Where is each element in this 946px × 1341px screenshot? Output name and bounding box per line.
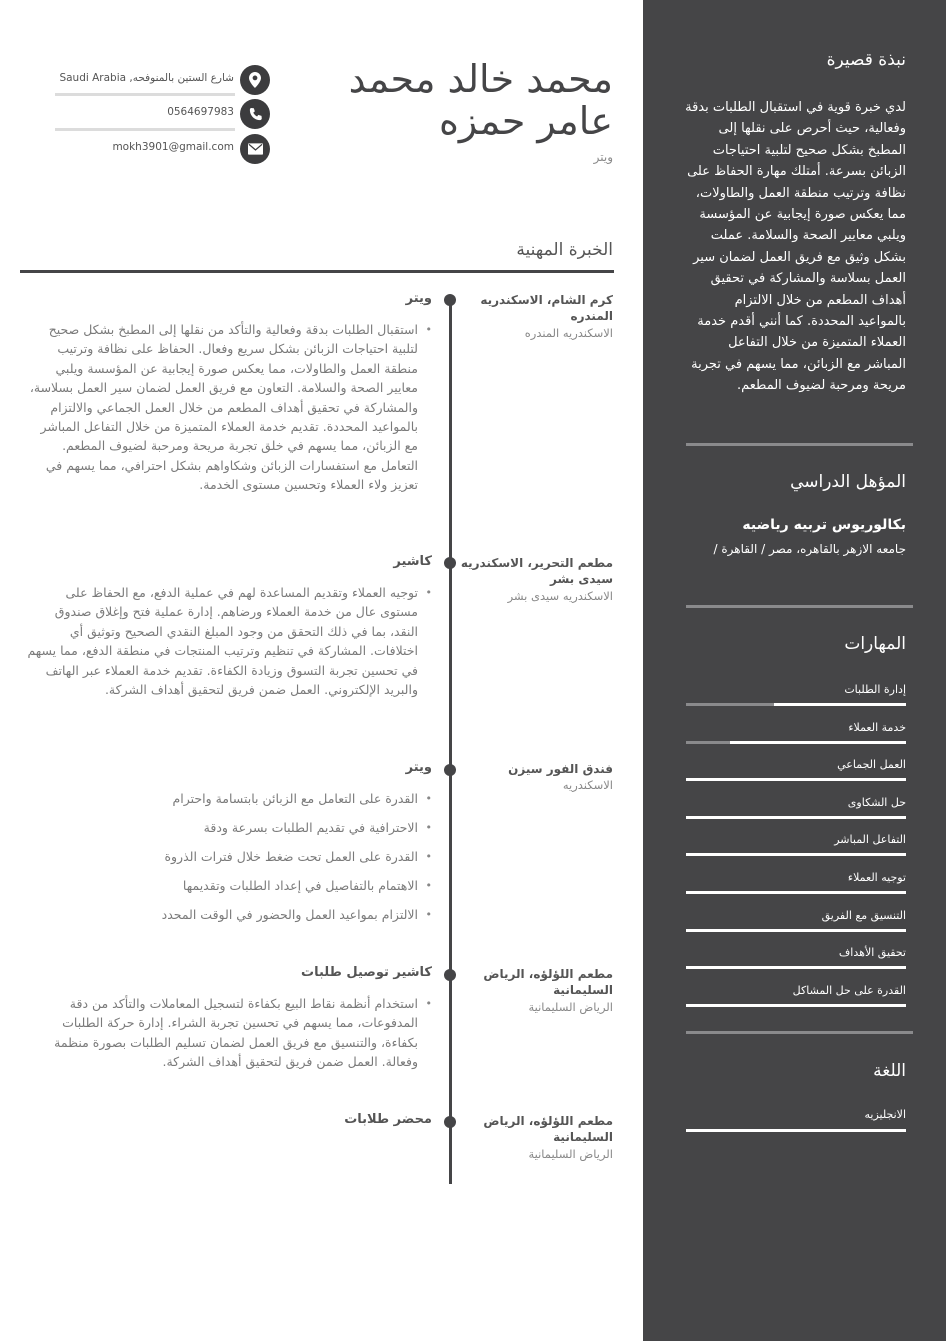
contact-phone bbox=[30, 99, 270, 129]
candidate-name: محمد خالد محمد عامر حمزه bbox=[348, 57, 613, 143]
education-degree: بكالوريوس تربيه رياضيه bbox=[742, 517, 906, 533]
job-bullet: • استخدام أنظمة نقاط البيع بكفاءة لتسجيل المعاملات والتأكد من دقة المدفوعات، مما يسهم في تحسين تجربة الشراء. إدارة حركة الطلبات بكفاءة، والتنسيق مع فريق العمل لضمان تسليم الطلبات بصورة منظمة وفعالة. العمل ضمن فريق لتحقيق أهداف الشركة. bbox=[24, 994, 432, 1072]
skill-level-track bbox=[686, 778, 906, 781]
skill-level-track bbox=[686, 929, 906, 932]
contact-divider bbox=[55, 93, 235, 96]
skill-level-fill bbox=[686, 853, 906, 856]
job-title: ويتر bbox=[405, 291, 432, 306]
job-bullet: • الالتزام بمواعيد العمل والحضور في الوقت المحدد bbox=[24, 905, 432, 924]
skill-name: إدارة الطلبات bbox=[844, 683, 906, 696]
skill-level-fill bbox=[774, 703, 906, 706]
summary-text: لدي خبرة قوية في استقبال الطلبات بدقة وفعالية، حيث أحرص على نقلها إلى المطبخ بشكل صحيح لتلبية احتياجات الزبائن بسرعة. أمتلك مهارة الحفاظ على نظافة وترتيب منطقة العمل والطاولات، مما يعكس صورة إيجابية عن المؤسسة ويلبي معايير الصحة والسلامة. عملت بشكل وثيق مع فريق العمل لضمان سير العمل بسلاسة والمشاركة في تحقيق أهداف المطعم من خلال الالتزام بالمواعيد المحددة. كما أنني أقدم خدمة العملاء المتميزة من خلال التفاعل المباشر مع الزبائن، مما يسهم في تجربة مريحة ومرحبة لضيوف المطعم. bbox=[685, 100, 906, 394]
language-level-bar bbox=[686, 1129, 906, 1132]
skill-name: التفاعل المباشر bbox=[834, 833, 906, 847]
email-text[interactable]: mokh3901@gmail.com bbox=[112, 141, 234, 153]
phone-icon bbox=[240, 99, 270, 129]
section-rule bbox=[20, 270, 614, 273]
job-city: الاسكندريه bbox=[562, 778, 613, 792]
divider bbox=[686, 1031, 913, 1034]
divider bbox=[686, 443, 913, 446]
job-city: الاسكندريه سيدى بشر bbox=[507, 589, 613, 603]
job-city: الاسكندريه المندره bbox=[524, 326, 613, 340]
job-company: مطعم اللؤلؤه، الرياض السليمانية bbox=[483, 967, 613, 997]
contact-email bbox=[30, 134, 270, 164]
skill-level-track bbox=[686, 703, 906, 706]
job-bullet: • القدرة على العمل تحت ضغط خلال فترات الذروة bbox=[24, 847, 432, 866]
skill-level-fill bbox=[730, 741, 906, 744]
education-title: المؤهل الدراسي bbox=[790, 472, 906, 492]
skill-item bbox=[686, 718, 906, 756]
skill-level-fill bbox=[686, 891, 906, 894]
skill-item bbox=[686, 868, 906, 906]
experience-title: الخبرة المهنية bbox=[516, 240, 613, 260]
job-description bbox=[24, 320, 432, 495]
skill-level-track bbox=[686, 816, 906, 819]
job-description bbox=[24, 789, 432, 934]
job-company: كرم الشام، الاسكندريه المندره bbox=[480, 293, 613, 323]
job-company: فندق الفور سيزن bbox=[508, 762, 613, 776]
language-title: اللغة bbox=[873, 1061, 906, 1081]
education-school: جامعه الازهر بالقاهره، مصر / القاهرة / bbox=[713, 542, 906, 556]
skill-name: العمل الجماعي bbox=[837, 758, 906, 772]
skill-level-track bbox=[686, 891, 906, 894]
skill-name: حل الشكاوى bbox=[847, 795, 906, 809]
job-title: كاشير bbox=[393, 554, 432, 569]
skills-list bbox=[686, 680, 906, 1018]
job-city: الرياض السليمانية bbox=[528, 1147, 613, 1161]
skill-item bbox=[686, 981, 906, 1019]
skill-level-fill bbox=[686, 966, 906, 969]
phone-text[interactable]: 0564697983 bbox=[167, 106, 234, 118]
skill-level-track bbox=[686, 741, 906, 744]
job-bullet: • استقبال الطلبات بدقة وفعالية والتأكد من نقلها إلى المطبخ بشكل صحيح لتلبية احتياجات الزبائن بشكل سريع وفعال. الحفاظ على نظافة وترتيب منطقة العمل والطاولات، مما يعكس صورة إيجابية عن المؤسسة ويلبي معايير الصحة والسلامة. التعاون مع فريق العمل لضمان سير العمل بسلاسة، والمشاركة في تحقيق أهداف المطعم من خلال العمل الجماعي والالتزام بالمواعيد المحددة. تقديم خدمة العملاء المتميزة من خلال التفاعل المباشر مع الزبائن، مما يسهم في خلق تجربة مريحة ومرحبة لضيوف المطعم. التعامل مع استفسارات الزبائن وشكاواهم بشكل احترافي، مما يسهم في تعزيز ولاء العملاء وتحسين مستوى الخدمة. bbox=[24, 320, 432, 495]
contact-divider bbox=[55, 128, 235, 131]
language-name: الانجليزيه bbox=[864, 1108, 906, 1121]
skill-item bbox=[686, 755, 906, 793]
timeline-line bbox=[449, 298, 452, 1184]
contact-address bbox=[30, 65, 270, 95]
skill-item bbox=[686, 830, 906, 868]
job-bullet: • توجيه العملاء وتقديم المساعدة لهم في عملية الدفع، مع الحفاظ على مستوى عال من خدمة العملاء ورضاهم. إدارة عملية فتح وإغلاق صندوق النقد، بما في ذلك التحقق من وجود المبلغ النقدي الصحيح وتوثيق أي اختلافات. المشاركة في تنظيم وترتيب المنتجات في منطقة الدفع، مما يسهم في تحسين تجربة التسوق وزيادة الكفاءة. تقديم خدمة العملاء عبر الهاتف والبريد الإلكتروني. العمل ضمن فريق لتحقيق أهداف الشركة. bbox=[24, 583, 432, 699]
job-title: ويتر bbox=[405, 760, 432, 775]
address-text: شارع الستين بالمنوفحه, Saudi Arabia bbox=[59, 72, 234, 84]
job-bullet: • الاحترافية في تقديم الطلبات بسرعة ودقة bbox=[24, 818, 432, 837]
summary-title: نبذة قصيرة bbox=[826, 50, 906, 70]
job-description bbox=[24, 994, 432, 1072]
job-company: مطعم التحرير، الاسكندريه سيدى بشر bbox=[460, 556, 613, 586]
skill-level-fill bbox=[686, 929, 906, 932]
job-company: مطعم اللؤلؤه، الرياض السليمانية bbox=[483, 1114, 613, 1144]
job-bullet: • الاهتمام بالتفاصيل في إعداد الطلبات وتقديمها bbox=[24, 876, 432, 895]
skill-name: خدمة العملاء bbox=[848, 720, 906, 734]
job-bullet: • القدرة على التعامل مع الزبائن بابتسامة واحترام bbox=[24, 789, 432, 808]
skill-item bbox=[686, 793, 906, 831]
job-city: الرياض السليمانية bbox=[528, 1000, 613, 1014]
skill-level-fill bbox=[686, 1004, 906, 1007]
email-icon bbox=[240, 134, 270, 164]
skill-name: تحقيق الأهداف bbox=[838, 946, 906, 960]
candidate-role: ويتر bbox=[593, 150, 613, 164]
divider bbox=[686, 605, 913, 608]
skill-level-fill bbox=[686, 816, 906, 819]
job-title: محضر طلابات bbox=[344, 1112, 432, 1127]
location-pin-icon bbox=[240, 65, 270, 95]
skill-item bbox=[686, 943, 906, 981]
skill-name: توجيه العملاء bbox=[847, 870, 906, 884]
skill-name: التنسيق مع الفريق bbox=[821, 908, 906, 922]
skill-level-track bbox=[686, 966, 906, 969]
skills-title: المهارات bbox=[844, 634, 906, 654]
skill-level-fill bbox=[686, 778, 906, 781]
skill-item bbox=[686, 906, 906, 944]
job-title: كاشير توصيل طلبات bbox=[301, 965, 432, 980]
job-description bbox=[24, 583, 432, 699]
skill-level-track bbox=[686, 853, 906, 856]
skill-level-track bbox=[686, 1004, 906, 1007]
sidebar bbox=[643, 0, 946, 1341]
skill-name: القدرة على حل المشاكل bbox=[792, 983, 906, 997]
skill-item bbox=[686, 680, 906, 718]
